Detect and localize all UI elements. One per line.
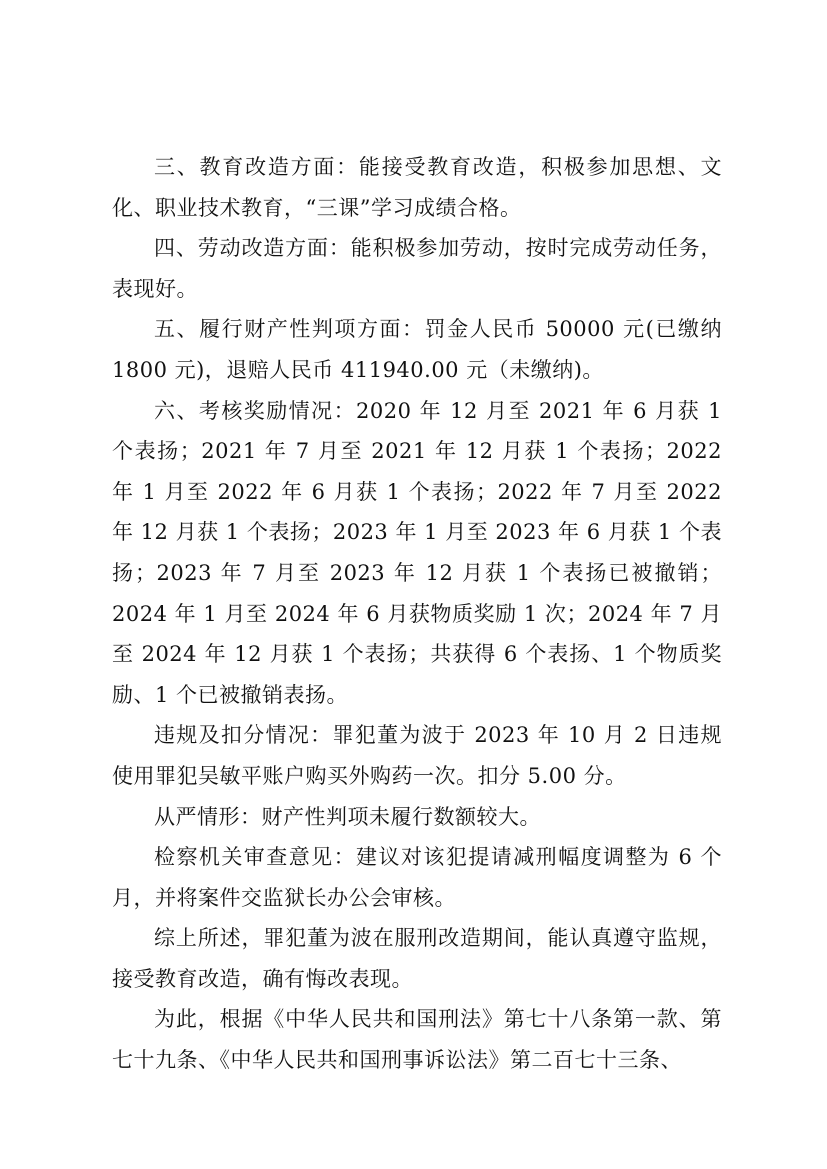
paragraph-labor-reform: 四、劳动改造方面：能积极参加劳动，按时完成劳动任务，表现好。: [112, 236, 722, 301]
paragraph-legal-basis: 为此，根据《中华人民共和国刑法》第七十八条第一款、第七十九条、《中华人民共和国刑事诉讼法》第二百七十三条、: [112, 1007, 722, 1073]
paragraph-procuratorate-opinion: 检察机关审查意见：建议对该犯提请减刑幅度调整为 6 个月，并将案件交监狱长办公会审核。: [112, 845, 722, 910]
paragraph-violations: 违规及扣分情况：罪犯董为波于 2023 年 10 月 2 日违规使用罪犯吴敏平账户购买外购药一次。扣分 5.00 分。: [112, 723, 722, 788]
paragraph-assessment-rewards: 六、考核奖励情况：2020 年 12 月至 2021 年 6 月获 1 个表扬；2021 年 7 月至 2021 年 12 月获 1 个表扬；2022 年 1 月至 2022 年 6 月获 1 个表扬；2022 年 7 月至 2022 年 12 月获 1 个表扬；2023 年 1 月至 2023 年 6 月获 1 个表扬；2023 年 7 月至 2023 年 12 月获 1 个表扬已被撤销；2024 年 1 月至 2024 年 6 月获物质奖励 1 次；2024 年 7 月至 2024 年 12 月获 1 个表扬；共获得 6 个表扬、1 个物质奖励、1 个已被撤销表扬。: [112, 398, 722, 707]
paragraph-summary: 综上所述，罪犯董为波在服刑改造期间，能认真遵守监规，接受教育改造，确有悔改表现。: [112, 926, 722, 991]
paragraph-education-reform: 三、教育改造方面：能接受教育改造，积极参加思想、文化、职业技术教育，“三课”学习成绩合格。: [112, 155, 722, 220]
document-page: [112, 147, 722, 1081]
paragraph-property-judgment: 五、履行财产性判项方面：罚金人民币 50000 元(已缴纳 1800 元)，退赔人民币 411940.00 元（未缴纳)。: [112, 317, 722, 382]
paragraph-strict-circumstances: 从严情形：财产性判项未履行数额较大。: [154, 804, 541, 829]
